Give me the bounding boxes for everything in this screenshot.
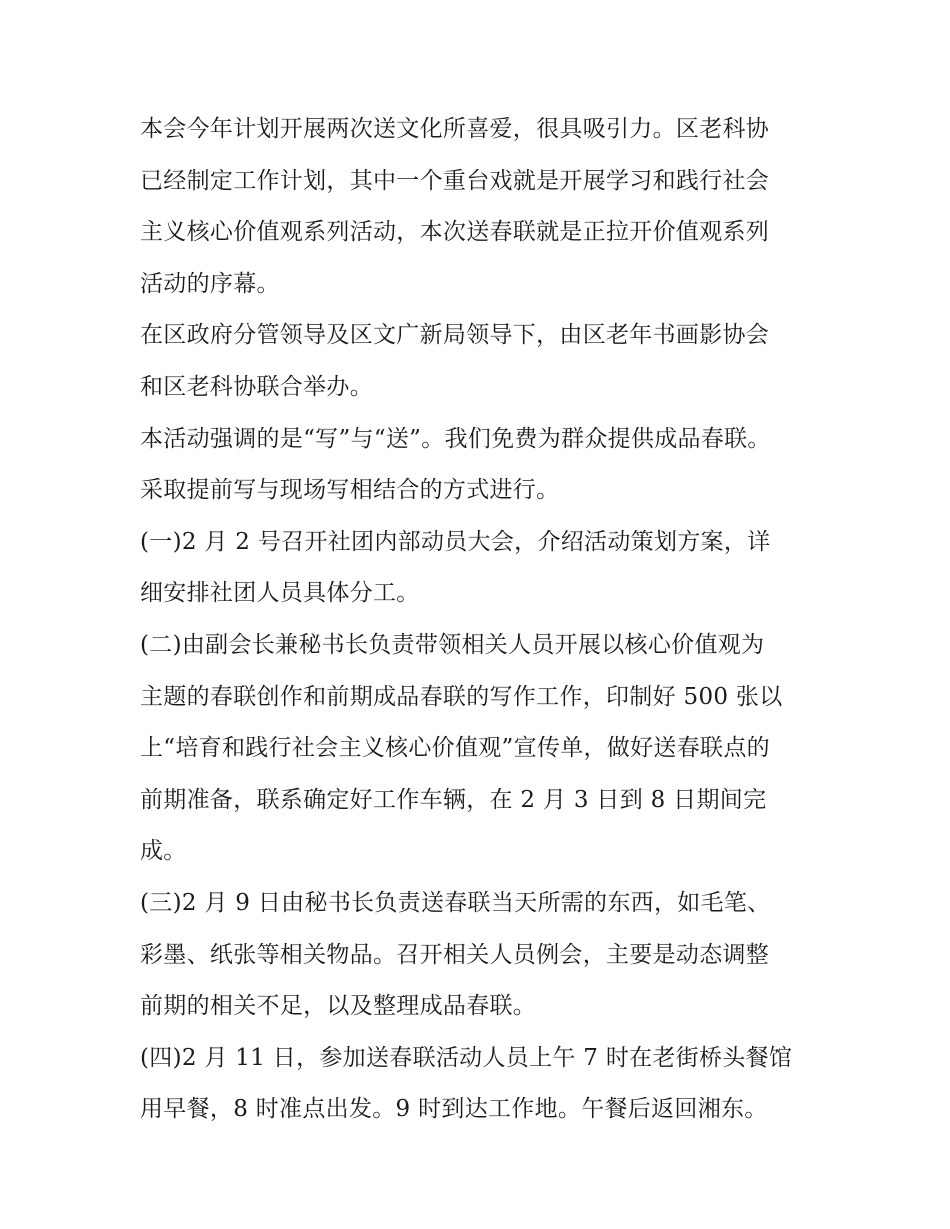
text-line: 成。 bbox=[140, 838, 187, 865]
text-line: 用早餐，8 时准点出发。9 时到达工作地。午餐后返回湘东。 bbox=[140, 1096, 768, 1123]
text-line: 前期准备，联系确定好工作车辆，在 2 月 3 日到 8 日期间完 bbox=[140, 786, 767, 813]
text-line: 已经制定工作计划，其中一个重台戏就是开展学习和践行社会 bbox=[140, 167, 770, 194]
text-line: 细安排社团人员具体分工。 bbox=[140, 580, 420, 607]
text-line: 彩墨、纸张等相关物品。召开相关人员例会，主要是动态调整 bbox=[140, 941, 770, 968]
text-line: 主题的春联创作和前期成品春联的写作工作，印制好 500 张以 bbox=[140, 683, 783, 710]
text-line: (一)2 月 2 号召开社团内部动员大会，介绍活动策划方案，详 bbox=[140, 528, 771, 555]
text-line: 前期的相关不足，以及整理成品春联。 bbox=[140, 993, 537, 1020]
text-line: 采取提前写与现场写相结合的方式进行。 bbox=[140, 477, 560, 504]
document-body bbox=[140, 104, 820, 1136]
text-line: 活动的序幕。 bbox=[140, 270, 280, 297]
text-line: (三)2 月 9 日由秘书长负责送春联当天所需的东西，如毛笔、 bbox=[140, 889, 771, 916]
text-line: 和区老科协联合举办。 bbox=[140, 373, 373, 400]
text-line: (四)2 月 11 日，参加送春联活动人员上午 7 时在老街桥头餐馆 bbox=[140, 1044, 793, 1071]
text-line: (二)由副会长兼秘书长负责带领相关人员开展以核心价值观为 bbox=[140, 631, 765, 658]
text-line: 主义核心价值观系列活动，本次送春联就是正拉开价值观系列 bbox=[140, 219, 770, 246]
text-line: 上“培育和践行社会主义核心价值观”宣传单，做好送春联点的 bbox=[140, 735, 770, 762]
text-line: 本活动强调的是“写”与“送”。我们免费为群众提供成品春联。 bbox=[140, 425, 771, 452]
text-line: 本会今年计划开展两次送文化所喜爱，很具吸引力。区老科协 bbox=[140, 116, 770, 142]
text-line: 在区政府分管领导及区文广新局领导下，由区老年书画影协会 bbox=[140, 322, 770, 349]
